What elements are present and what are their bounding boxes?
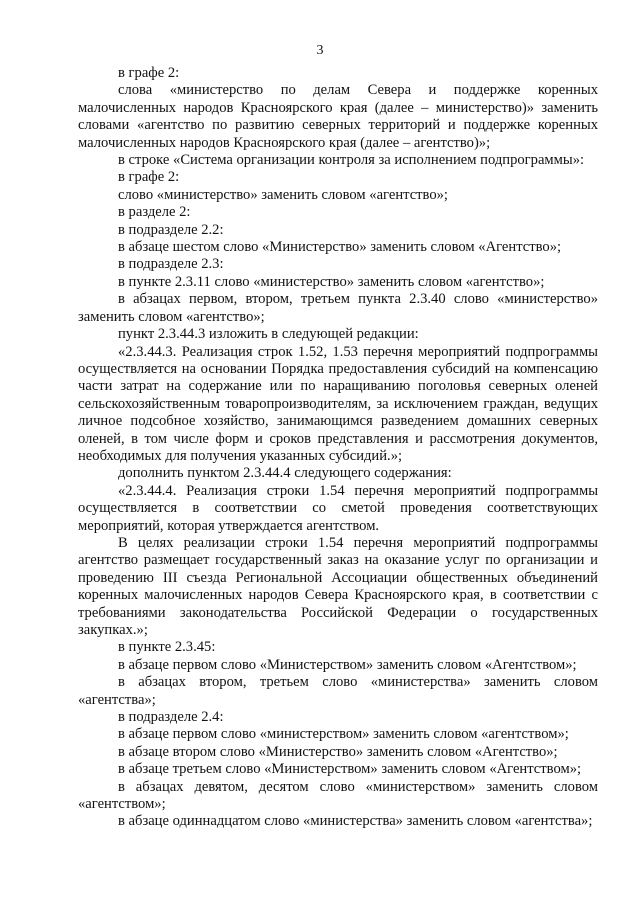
paragraph: в графе 2: (118, 65, 180, 81)
paragraph: в абзаце шестом слово «Министерство» заменить словом «Агентство»; (118, 239, 562, 256)
paragraph: В целях реализации строки 1.54 перечня мероприятий подпрограммы агентство размещает государственный заказ на оказание услуг по организации и проведению III съезда Региональной Ассоциации общественных объединений коренных малочисленных народов Севера Красноярского края, в соответствии с требованиями законодательства Российской Федерации о государственных закупках.»; (78, 534, 598, 638)
paragraph: дополнить пунктом 2.3.44.4 следующего содержания: (118, 465, 452, 482)
paragraph: слова «министерство по делам Севера и поддержке коренных малочисленных народов Красноярского края (далее – министерство)» заменить словами «агентство по развитию северных территорий и поддержке коренных малочисленных народов Красноярского края (далее – агентство)»; (78, 82, 598, 151)
paragraph: в абзаце одиннадцатом слово «министерства» заменить словом «агентства»; (118, 813, 593, 830)
paragraph: в абзаце первом слово «Министерством» заменить словом «Агентством»; (118, 656, 577, 673)
document-body (78, 65, 598, 831)
paragraph: в абзаце первом слово «министерством» заменить словом «агентством»; (118, 726, 569, 743)
paragraph: «2.3.44.3. Реализация строк 1.52, 1.53 перечня мероприятий подпрограммы осуществляется на основании Порядка предоставления субсидий на компенсацию части затрат на содержание или по наращиванию поголовья северных оленей сельскохозяйственным товаропроизводителям, за исключением граждан, ведущих личное подсобное хозяйство, занимающимся разведением домашних северных оленей, в том числе форм и сроков представления и рассмотрения документов, необходимых для получения указанных субсидий.»; (78, 343, 598, 464)
paragraph: в строке «Система организации контроля за исполнением подпрограммы»: (118, 152, 585, 169)
paragraph: в подразделе 2.2: (118, 221, 224, 238)
paragraph: в абзацах втором, третьем слово «министерства» заменить словом «агентства»; (78, 674, 598, 708)
paragraph: в пункте 2.3.11 слово «министерство» заменить словом «агентство»; (118, 273, 545, 290)
paragraph: в графе 2: (118, 169, 180, 186)
paragraph: в пункте 2.3.45: (118, 639, 216, 656)
paragraph: в абзаце третьем слово «Министерством» заменить словом «Агентством»; (118, 761, 582, 778)
paragraph: в абзацах девятом, десятом слово «министерством» заменить словом «агентством»; (78, 778, 598, 813)
paragraph: в подразделе 2.3: (118, 256, 224, 273)
paragraph: слово «министерство» заменить словом «агентство»; (118, 186, 448, 203)
paragraph: в разделе 2: (118, 204, 191, 221)
paragraph: в абзацах первом, втором, третьем пункта 2.3.40 слово «министерство» заменить словом «агентство»; (78, 291, 598, 325)
paragraph: в подразделе 2.4: (118, 709, 224, 726)
paragraph: в абзаце втором слово «Министерство» заменить словом «Агентство»; (118, 743, 558, 760)
page-number: 3 (316, 43, 324, 58)
paragraph: «2.3.44.4. Реализация строки 1.54 перечня мероприятий подпрограммы осуществляется в соответствии со сметой проведения соответствующих мероприятий, которая утверждается агентством. (78, 482, 598, 534)
paragraph: пункт 2.3.44.3 изложить в следующей редакции: (118, 326, 419, 343)
